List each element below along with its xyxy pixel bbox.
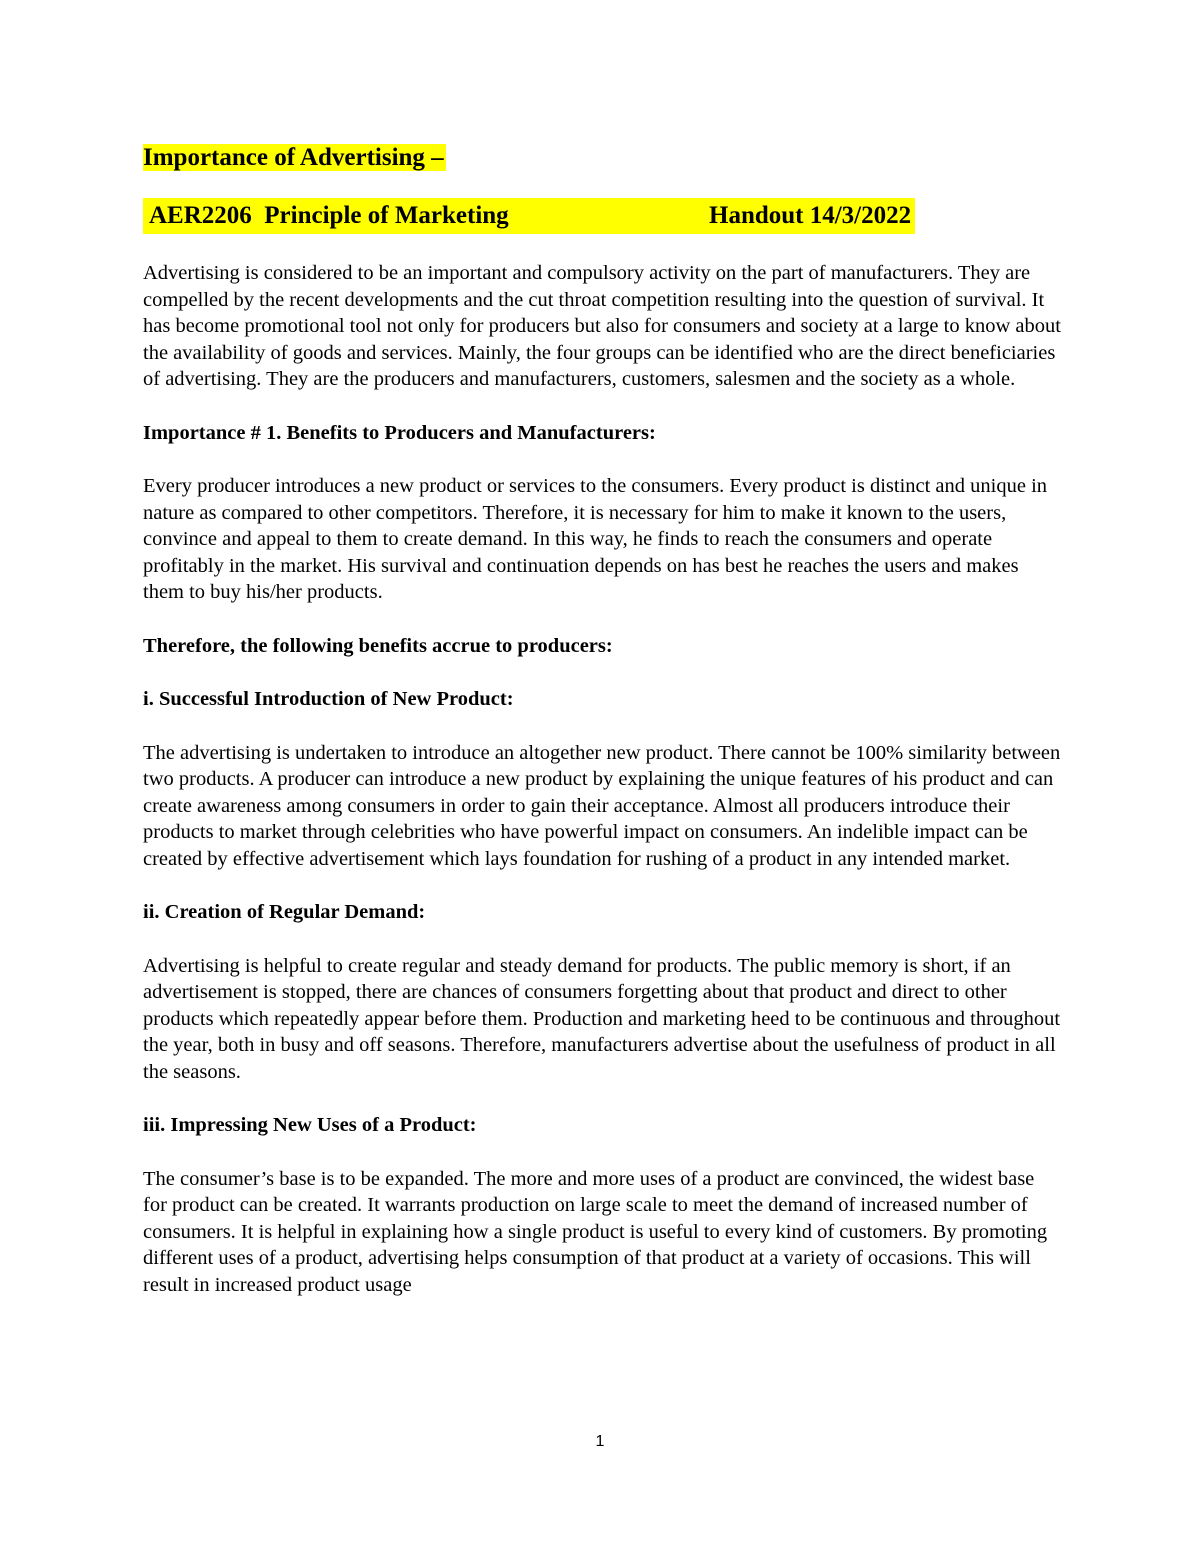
document-body bbox=[143, 140, 1063, 1325]
sub-i-heading: i. Successful Introduction of New Product: bbox=[143, 688, 514, 710]
intro-paragraph: Advertising is considered to be an important and compulsory activity on the part of manufacturers. They are compelled by the recent developments and the cut throat competition resulting into the question of survival. It has become promotional tool not only for producers but also for consumers and society at a large to know about the availability of goods and services. Mainly, the four groups can be identified who are the direct beneficiaries of advertising. They are the producers and manufacturers, customers, salesmen and the society as a whole. bbox=[143, 262, 1061, 390]
course-line bbox=[143, 198, 915, 234]
sub-iii-heading: iii. Impressing New Uses of a Product: bbox=[143, 1114, 477, 1136]
sub-iii-paragraph: The consumer’s base is to be expanded. The more and more uses of a product are convinced, the widest base for product can be created. It warrants production on large scale to meet the demand of increased number of consumers. It is helpful in explaining how a single product is useful to every kind of customers. By promoting different uses of a product, advertising helps consumption of that product at a variety of occasions. This will result in increased product usage bbox=[143, 1167, 1048, 1296]
sub-i-paragraph: The advertising is undertaken to introduce an altogether new product. There cannot be 100% similarity between two products. A producer can introduce a new product by explaining the unique features of his product and can create awareness among consumers in order to gain their acceptance. Almost all producers introduce their products to market through celebrities who have powerful impact on consumers. An indelible impact can be created by effective advertisement which lays foundation for rushing of a product in any intended market. bbox=[143, 741, 1061, 870]
course-name: AER2206 Principle of Marketing bbox=[149, 202, 509, 229]
sub-ii-heading: ii. Creation of Regular Demand: bbox=[143, 901, 426, 923]
document-title-text: Importance of Advertising – bbox=[143, 144, 444, 171]
section1-paragraph: Every producer introduces a new product or services to the consumers. Every product is distinct and unique in nature as compared to other competitors. Therefore, it is necessary for him to make it known to the users, convince and appeal to them to create demand. In this way, he finds to reach the consumers and operate profitably in the market. His survival and continuation depends on has best he reaches the users and makes them to buy his/her products. bbox=[143, 475, 1048, 603]
benefits-heading: Therefore, the following benefits accrue to producers: bbox=[143, 634, 613, 657]
section1-heading: Importance # 1. Benefits to Producers and Manufacturers: bbox=[143, 421, 656, 444]
sub-ii-paragraph: Advertising is helpful to create regular and steady demand for products. The public memory is short, if an advertisement is stopped, there are chances of consumers forgetting about that product and direct to other products which repeatedly appear before them. Production and marketing heed to be continuous and throughout the year, both in busy and off seasons. Therefore, manufacturers advertise about the usefulness of product in all the seasons. bbox=[143, 954, 1061, 1083]
handout-date: Handout 14/3/2022 bbox=[709, 202, 912, 229]
page-number: 1 bbox=[595, 1433, 605, 1450]
document-title bbox=[143, 140, 1063, 176]
